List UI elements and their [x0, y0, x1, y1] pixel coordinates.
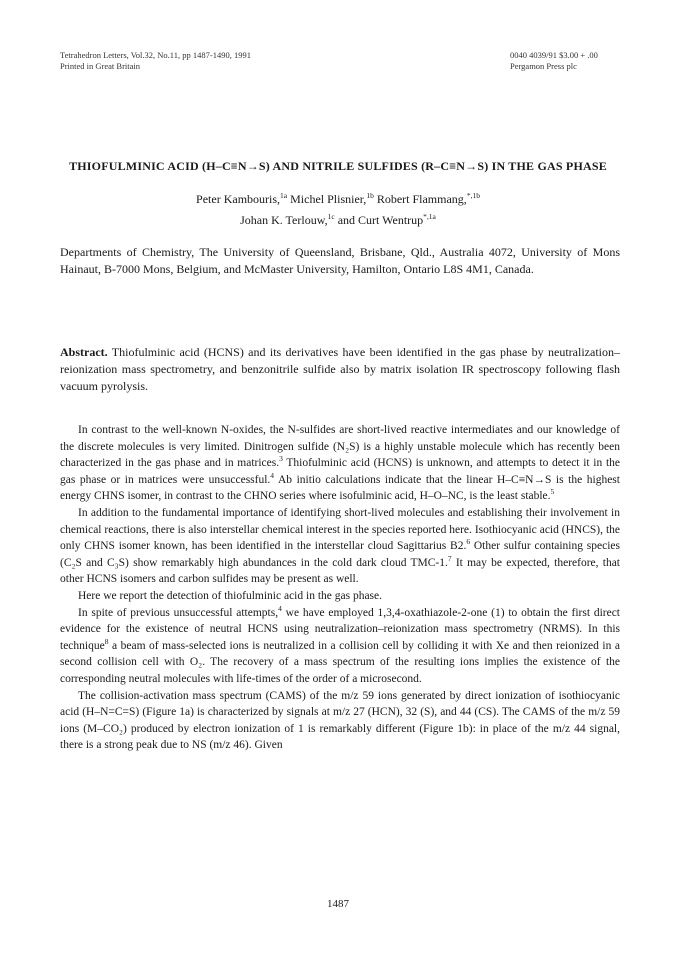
- page-number: 1487: [327, 898, 349, 910]
- ref-mark: 7: [447, 553, 452, 563]
- text-run: Other sulfur containing species (C₂S and C₃S) show remarkably high abundances in the cold dark cloud TMC-1.: [60, 540, 620, 569]
- abstract-label: Abstract.: [60, 345, 108, 359]
- ref-mark: 4: [278, 603, 282, 613]
- text-run: It may be expected, therefore, that other HCNS isomers and carbon sulfides may be present as well.: [60, 556, 621, 586]
- body-text: [60, 422, 620, 754]
- ref-mark: 8: [104, 636, 109, 646]
- text-run: In spite of previous unsuccessful attempts,: [78, 606, 279, 619]
- author-name: and Curt Wentrup: [334, 213, 424, 227]
- affiliations: Departments of Chemistry, The University of Queensland, Brisbane, Qld., Australia 4072, University of Mons Hainaut, B-7000 Mons, Belgium, and McMaster University, Hamilton, Ontario L8S 4M1, Canada.: [60, 245, 620, 276]
- paragraph: [60, 605, 620, 688]
- ref-mark: 3: [279, 454, 283, 464]
- paragraph: Here we report the detection of thiofulminic acid in the gas phase.: [78, 589, 383, 602]
- author-affil-mark: *,1b: [466, 191, 480, 200]
- journal-citation: [60, 50, 251, 72]
- issn-price: 0040 4039/91 $3.00 + .00: [510, 50, 598, 60]
- author-affil-mark: 1a: [280, 191, 288, 200]
- text-run: Thiofulminic acid (HCNS) is unknown, and attempts to detect it in the gas phase or in matrices were unsuccessful.: [60, 457, 620, 486]
- author-line-2: [40, 208, 636, 229]
- printed-line: Printed in Great Britain: [60, 61, 141, 71]
- text-run: In addition to the fundamental importance of identifying short-lived molecules and establishing their involvement in chemical reactions, there is also interstellar chemical interest in the species reported here. Isothiocyanic acid (HNCS), the only CHNS isomer known, has been identified in the interstellar cloud Sagittarius B2.: [60, 506, 620, 553]
- citation-line: Tetrahedron Letters, Vol.32, No.11, pp 1487-1490, 1991: [60, 50, 251, 60]
- author-affil-mark: *,1a: [423, 212, 436, 221]
- ref-mark: 5: [550, 487, 555, 497]
- author-list: [40, 187, 636, 229]
- abstract: [60, 344, 620, 395]
- author-line-1: [40, 187, 636, 208]
- author-name: Robert Flammang,: [373, 192, 467, 206]
- ref-mark: 4: [270, 470, 275, 480]
- author-name: Peter Kambouris,: [196, 192, 281, 206]
- publisher-name: Pergamon Press plc: [510, 61, 577, 71]
- author-affil-mark: 1c: [327, 212, 335, 221]
- author-name: Johan K. Terlouw,: [240, 213, 328, 227]
- abstract-text: Thiofulminic acid (HCNS) and its derivatives have been identified in the gas phase by neutralization–reionization mass spectrometry, and benzonitrile sulfide also by matrix isolation IR spectroscopy following flash vacuum pyrolysis.: [60, 345, 620, 393]
- text-run: Ab initio calculations indicate that the linear H–C≡N→S is the highest energy CHNS isomer, in contrast to the CHNO series where isofulminic acid, H–O–NC, is the least stable.: [60, 473, 620, 503]
- author-affil-mark: 1b: [366, 191, 374, 200]
- paragraph: [60, 422, 620, 505]
- paper-title: THIOFULMINIC ACID (H–C≡N→S) AND NITRILE SULFIDES (R–C≡N→S) IN THE GAS PHASE: [69, 159, 607, 173]
- paragraph: [60, 505, 620, 588]
- paragraph: The collision-activation mass spectrum (CAMS) of the m/z 59 ions generated by direct ionization of isothiocyanic acid (H–N=C=S) (Figure 1a) is characterized by signals at m/z 27 (HCN), 32 (S), and 44 (CS). The CAMS of the m/z 59 ions (M–CO₂) produced by electron ionization of 1 is remarkably different (Figure 1b): in place of the m/z 44 signal, there is a strong peak due to NS (m/z 46). Given: [60, 689, 620, 752]
- author-name: Michel Plisnier,: [287, 192, 367, 206]
- publisher-info: [510, 50, 598, 72]
- text-run: we have employed 1,3,4-oxathiazole-2-one (1) to obtain the first direct evidence for the existence of neutral HCNS using neutralization–reionization mass spectrometry (NRMS). In this technique: [60, 606, 620, 652]
- text-run: a beam of mass-selected ions is neutralized in a collision cell by colliding it with Xe and then reionized in a second collision cell with O₂. The recovery of a mass spectrum of the resulting ions implies the existence of the corresponding neutral molecules with life-times of the order of a microsecond.: [60, 639, 620, 685]
- ref-mark: 6: [466, 537, 471, 547]
- text-run: In contrast to the well-known N-oxides, the N-sulfides are short-lived reactive intermediates and our knowledge of the discrete molecules is very limited. Dinitrogen sulfide (N₂S) is a highly unstable molecule which has recently been characterized in the gas phase and in matrices.: [60, 424, 620, 470]
